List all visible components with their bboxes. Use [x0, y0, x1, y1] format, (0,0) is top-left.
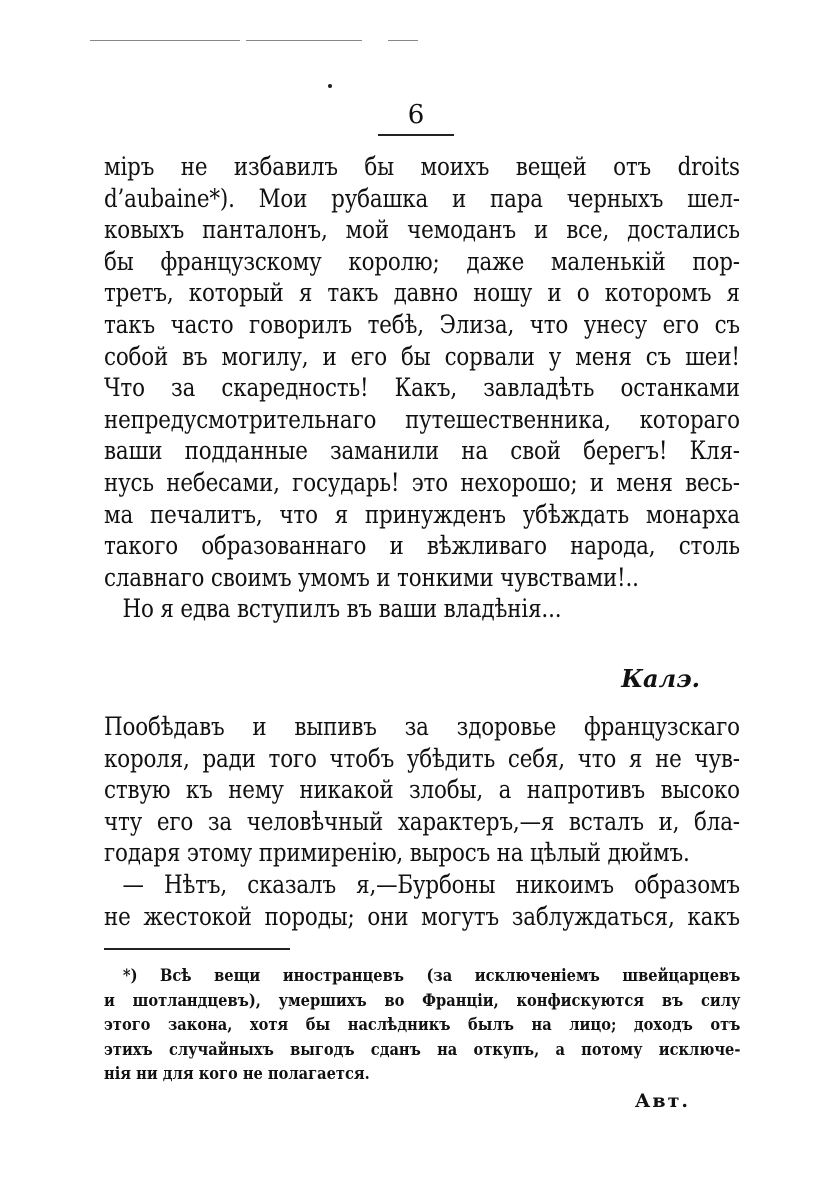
footnote-line: этихъ случайныхъ выгодъ сданъ на откупъ, а потому исключе-	[104, 1039, 741, 1060]
text-line: годаря этому примиренію, выросъ на цѣлый дюймъ.	[104, 838, 690, 869]
text-line: чту его за человѣчный характеръ,—я всталъ и, бла-	[104, 806, 740, 837]
paragraph-1	[104, 152, 740, 626]
text-line: славнаго своимъ умомъ и тонкими чувствами!..	[104, 562, 639, 593]
paragraph-3	[104, 712, 740, 933]
ink-speck	[328, 84, 332, 88]
text-line: ковыхъ панталонъ, мой чемоданъ и все, достались	[104, 215, 740, 246]
footnote-signature: Авт.	[634, 1090, 690, 1112]
text-line: ствую къ нему никакой злобы, а напротивъ высоко	[104, 775, 740, 806]
text-line: міръ не избавилъ бы моихъ вещей отъ droits	[104, 152, 740, 182]
text-line: не жестокой породы; они могутъ заблуждаться, какъ	[104, 901, 740, 932]
text-line: третъ, который я такъ давно ношу и о которомъ я	[104, 278, 740, 309]
header-rule-right	[388, 40, 418, 41]
text-line: ма печалитъ, что я принужденъ убѣждать монарха	[104, 499, 740, 530]
footnote-rule	[104, 948, 290, 950]
footnote-line: этого закона, хотя бы наслѣдникъ былъ на лицо; доходъ отъ	[104, 1015, 741, 1035]
text-line: собой въ могилу, и его бы сорвали у меня съ шеи!	[104, 341, 740, 372]
page-number: 6	[378, 100, 454, 136]
text-line: бы французскому королю; даже маленькій пор-	[104, 246, 740, 277]
footnote	[104, 964, 741, 1087]
paragraph-2: Но я едва вступилъ въ ваши владѣнія...	[122, 594, 562, 625]
text-line: такъ часто говорилъ тебѣ, Элиза, что унесу его съ	[104, 309, 740, 340]
text-line: короля, ради того чтобъ убѣдить себя, что я не чув-	[104, 743, 740, 774]
footnote-line: *) Всѣ вещи иностранцевъ (за исключеніемъ швейцарцевъ	[122, 966, 741, 986]
place-signature: Калэ.	[621, 664, 700, 693]
text-line: ваши подданные заманили на свой берегъ! Кля-	[104, 436, 740, 467]
text-line: Что за скаредность! Какъ, завладѣть останками	[104, 373, 740, 404]
text-line: — Нѣтъ, сказалъ я,—Бурбоны никоимъ образомъ	[122, 869, 740, 900]
text-line: Пообѣдавъ и выпивъ за здоровье французскаго	[104, 712, 740, 742]
footnote-line: нія ни для кого не полагается.	[104, 1064, 370, 1084]
header-rule-left	[90, 40, 240, 41]
text-line: нусь небесами, государь! это нехорошо; и меня весь-	[104, 467, 740, 498]
text-line: такого образованнаго и вѣжливаго народа, столь	[104, 531, 740, 562]
text-line: непредусмотрительнаго путешественника, котораго	[104, 404, 740, 435]
header-rule-middle	[246, 40, 362, 41]
footnote-line: и шотландцевъ), умершихъ во Франціи, конфискуются въ силу	[104, 990, 741, 1011]
text-line: d’aubaine*). Мои рубашка и пара черныхъ шел-	[104, 183, 740, 214]
